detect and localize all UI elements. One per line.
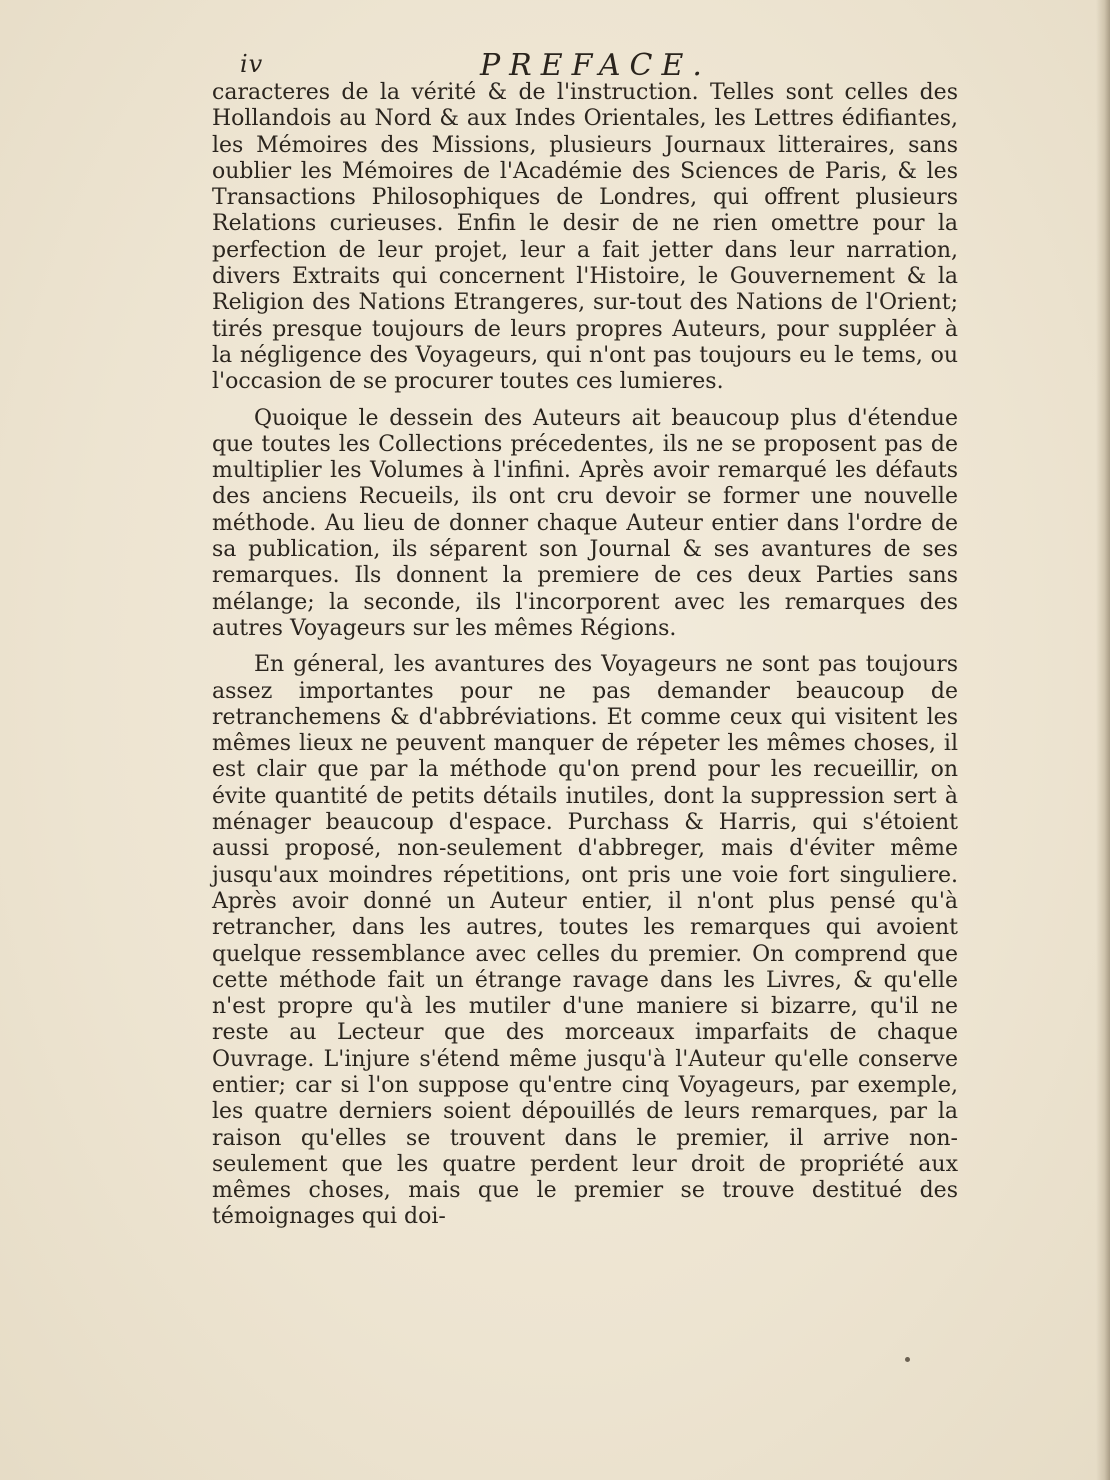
page-edge-shadow xyxy=(1096,0,1110,1480)
body-text xyxy=(212,80,958,1231)
paragraph-1: caracteres de la vérité & de l'instruction. Telles sont celles des Hollandois au Nord & aux Indes Orientales, les Lettres édifiantes, les Mémoires des Missions, plusieurs Journaux litteraires, sans oublier les Mémoires de l'Académie des Sciences de Paris, & les Transactions Philosophiques de Londres, qui offrent plusieurs Relations curieuses. Enfin le desir de ne rien omettre pour la perfection de leur projet, leur a fait jetter dans leur narration, divers Extraits qui concernent l'Histoire, le Gouvernement & la Religion des Nations Etrangeres, sur-tout des Nations de l'Orient; tirés presque toujours de leurs propres Auteurs, pour suppléer à la négligence des Voyageurs, qui n'ont pas toujours eu le tems, ou l'occasion de se procurer toutes ces lumieres. xyxy=(212,80,958,395)
page-number: iv xyxy=(240,50,264,78)
paper-speck xyxy=(905,1357,910,1362)
running-head: PREFACE. xyxy=(480,48,711,83)
paragraph-2: Quoique le dessein des Auteurs ait beaucoup plus d'étendue que toutes les Collections précedentes, ils ne se proposent pas de multiplier les Volumes à l'infini. Après avoir remarqué les défauts des anciens Recueils, ils ont cru devoir se former une nouvelle méthode. Au lieu de donner chaque Auteur entier dans l'ordre de sa publication, ils séparent son Journal & ses avantures de ses remarques. Ils donnent la premiere de ces deux Parties sans mélange; la seconde, ils l'incorporent avec les remarques des autres Voyageurs sur les mêmes Régions. xyxy=(212,405,958,641)
paragraph-3: En géneral, les avantures des Voyageurs ne sont pas toujours assez importantes pour ne pas demander beaucoup de retranchemens & d'abbréviations. Et comme ceux qui visitent les mêmes lieux ne peuvent manquer de répeter les mêmes choses, il est clair que par la méthode qu'on prend pour les recueillir, on évite quantité de petits détails inutiles, dont la suppression sert à ménager beaucoup d'espace. Purchass & Harris, qui s'étoient aussi proposé, non-seulement d'abbreger, mais d'éviter même jusqu'aux moindres répetitions, ont pris une voie fort singuliere. Après avoir donné un Auteur entier, il n'ont plus pensé qu'à retrancher, dans les autres, toutes les remarques qui avoient quelque ressemblance avec celles du premier. On comprend que cette méthode fait un étrange ravage dans les Livres, & qu'elle n'est propre qu'à les mutiler d'une maniere si bizarre, qu'il ne reste au Lecteur que des morceaux imparfaits de chaque Ouvrage. L'injure s'étend même jusqu'à l'Auteur qu'elle conserve entier; car si l'on suppose qu'entre cinq Voyageurs, par exemple, les quatre derniers soient dépouillés de leurs remarques, par la raison qu'elles se trouvent dans le premier, il arrive non-seulement que les quatre perdent leur droit de propriété aux mêmes choses, mais que le premier se trouve destitué des témoignages qui doi- xyxy=(212,652,958,1230)
